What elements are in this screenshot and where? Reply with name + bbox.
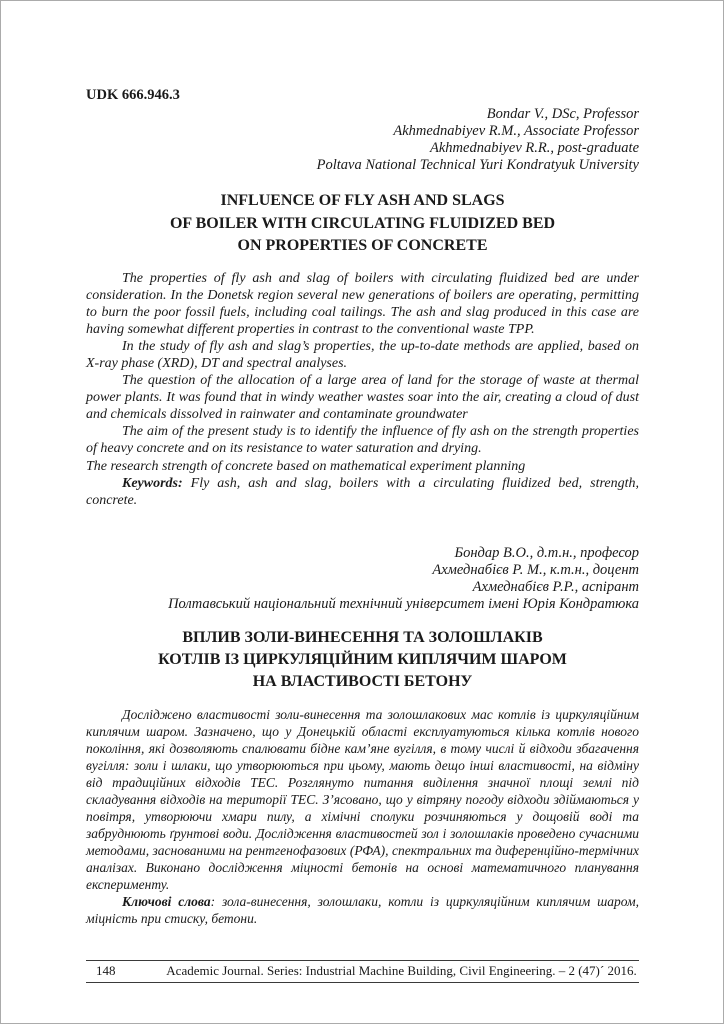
abstract-en-paragraph: The question of the allocation of a large area of land for the storage of waste at thermal power plants. It was found that in windy weather wastes soar into the air, creating a cloud of dust and chemicals dissolved in rainwater and contaminate groundwater: [86, 373, 639, 423]
author-en-2: Akhmednabiyev R.M., Associate Professor: [393, 123, 639, 140]
title-uk-line-2: КОТЛІВ ІЗ ЦИРКУЛЯЦІЙНИМ КИПЛЯЧИМ ШАРОМ: [158, 651, 567, 669]
page-number: 148: [96, 963, 116, 978]
authors-uk: [86, 545, 639, 613]
authors-en: [86, 106, 639, 174]
abstract-en: [86, 270, 639, 509]
title-en-line-3: ON PROPERTIES OF CONCRETE: [237, 236, 488, 254]
journal-title: Academic Journal. Series: Industrial Machine Building, Civil Engineering. – 2 (47)´ 2016.: [166, 963, 637, 978]
affiliation-en: Poltava National Technical Yuri Kondratyuk University: [316, 157, 639, 174]
author-uk-2: Ахмеднабієв Р. М., к.т.н., доцент: [432, 561, 639, 578]
title-uk-line-1: ВПЛИВ ЗОЛИ-ВИНЕСЕННЯ ТА ЗОЛОШЛАКІВ: [182, 629, 543, 647]
page-content: [86, 87, 639, 927]
keywords-uk-label: Ключові слова: [122, 894, 211, 910]
abstract-en-paragraph: The research strength of concrete based on mathematical experiment planning: [86, 458, 526, 474]
page-footer: [86, 960, 639, 983]
author-en-3: Akhmednabiyev R.R., post-graduate: [430, 140, 639, 157]
keywords-en: [86, 475, 639, 509]
abstract-en-paragraph: The properties of fly ash and slag of boilers with circulating fluidized bed are under consideration. In the Donetsk region several new generations of boilers are operating, permitting to burn the poor fossil fuels, including coal tailings. The ash and slag produced in this case are having somewhat different properties in contrast to the conventional waste TPP.: [86, 270, 639, 337]
keywords-uk-text: : зола-винесення, золошлаки, котли із циркуляційним киплячим шаром, міцність при стиску, бетони.: [86, 894, 639, 927]
author-en-1: Bondar V., DSc, Professor: [486, 106, 639, 122]
author-uk-1: Бондар В.О., д.т.н., професор: [454, 544, 639, 561]
keywords-uk: [86, 893, 639, 927]
abstract-en-paragraph: The aim of the present study is to identify the influence of fly ash on the strength properties of heavy concrete and on its resistance to water saturation and drying.: [86, 424, 639, 457]
title-en-line-2: OF BOILER WITH CIRCULATING FLUIDIZED BED: [169, 214, 556, 232]
title-en: [86, 190, 639, 256]
keywords-en-label: Keywords:: [122, 475, 183, 491]
keywords-en-text: Fly ash, ash and slag, boilers with a circulating fluidized bed, strength, concrete.: [86, 475, 639, 508]
affiliation-uk: Полтавський національний технічний університет імені Юрія Кондратюка: [168, 596, 639, 613]
udk-code: UDK 666.946.3: [86, 87, 180, 103]
title-uk-line-3: НА ВЛАСТИВОСТІ БЕТОНУ: [252, 673, 473, 691]
title-uk: [86, 627, 639, 693]
abstract-uk-paragraph: Досліджено властивості золи-винесення та золошлакових мас котлів із циркуляційним киплячим шаром. Зазначено, що у Донецькій області експлуатуються кілька котлів нового покоління, які дозволяють спалювати бідне кам’яне вугілля, в тому числі й відходи збагачення вугілля: золи і шлаки, що утворюються при цьому, мають дещо інші властивості, на відміну від традиційних відходів ТЕС. Розглянуто питання виділення значної площі землі під складування відходів на території ТЕС. З’ясовано, що у вітряну погоду відходи здіймаються у повітря, утворюючи хмари пилу, а хімічні сполуки розчиняються у дощовій воді та забруднюють ґрунтові води. Дослідження властивостей зол і золошлаків проведено сучасними методами, заснованими на рентгенофазових (РФА), спектральних та диференційно-термічних аналізах. Виконано дослідження міцності бетонів на основі математичного планування експерименту.: [86, 707, 639, 893]
abstract-uk: [86, 706, 639, 927]
author-uk-3: Ахмеднабієв Р.Р., аспірант: [472, 578, 639, 595]
abstract-en-paragraph: In the study of fly ash and slag’s properties, the up-to-date methods are applied, based on X-ray phase (XRD), DT and spectral analyses.: [86, 338, 639, 372]
title-en-line-1: INFLUENCE OF FLY ASH AND SLAGS: [220, 192, 505, 210]
